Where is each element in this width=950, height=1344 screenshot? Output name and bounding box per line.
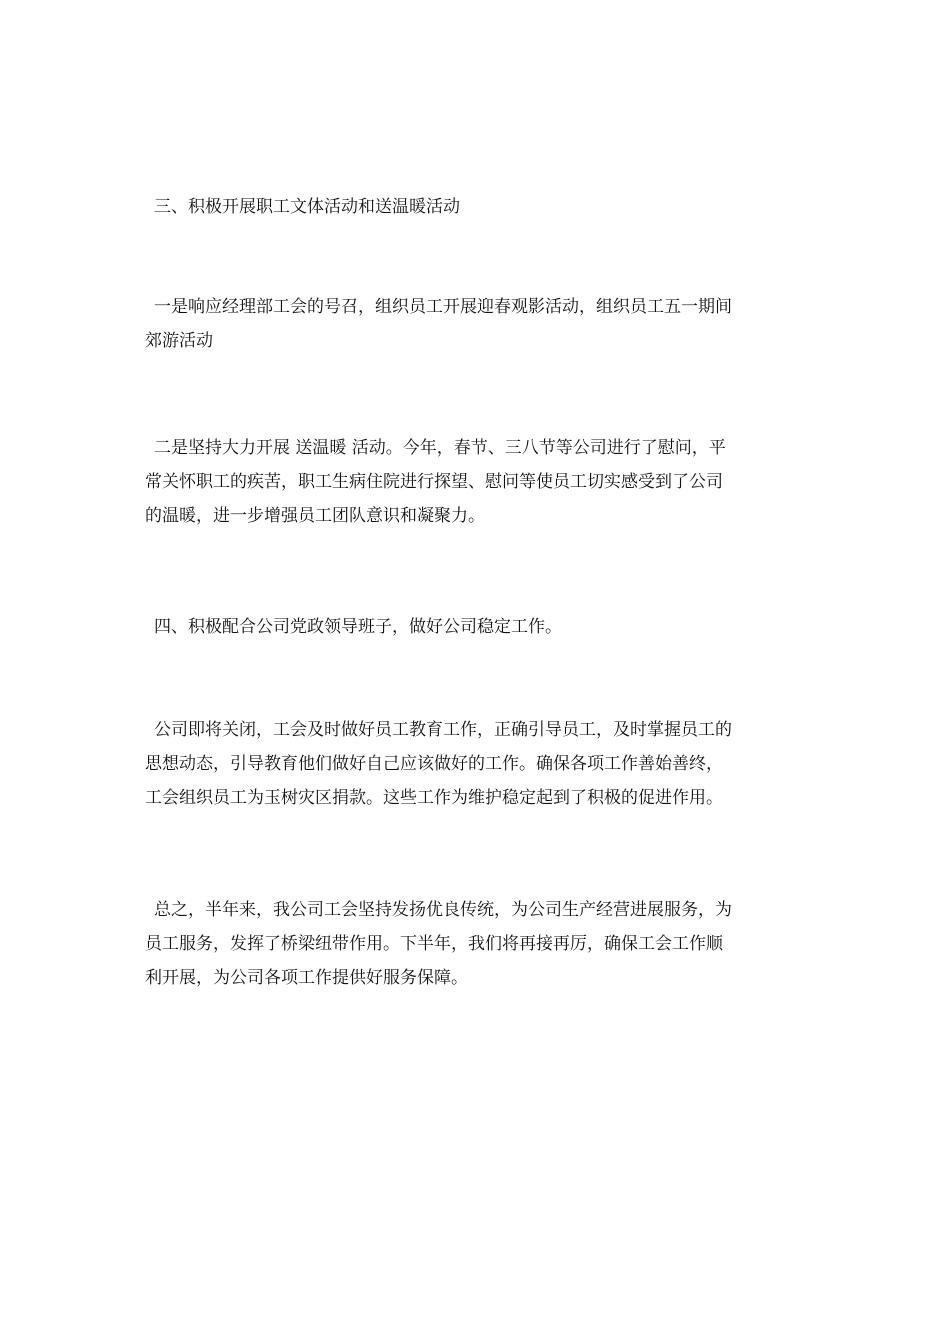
text-line: 郊游活动 — [145, 331, 213, 351]
text-line: 二是坚持大力开展 送温暖 活动。今年，春节、三八节等公司进行了慰问，平 — [154, 438, 726, 458]
text-line: 员工服务，发挥了桥梁纽带作用。下半年，我们将再接再厉，确保工会工作顺 — [145, 934, 723, 954]
text-line: 公司即将关闭，工会及时做好员工教育工作，正确引导员工，及时掌握员工的 — [154, 720, 732, 740]
text-line: 四、积极配合公司党政领导班子，做好公司稳定工作。 — [154, 617, 562, 637]
section-heading-3 — [145, 190, 815, 224]
text-line: 思想动态，引导教育他们做好自己应该做好的工作。确保各项工作善始善终， — [145, 754, 723, 774]
text-line: 总之，半年来，我公司工会坚持发扬优良传统，为公司生产经营进展服务，为 — [154, 900, 732, 920]
paragraph-stability — [145, 713, 815, 815]
section-heading-4 — [145, 610, 815, 644]
text-line: 利开展，为公司各项工作提供好服务保障。 — [145, 968, 468, 988]
text-line: 的温暖，进一步增强员工团队意识和凝聚力。 — [145, 506, 485, 526]
text-line: 工会组织员工为玉树灾区捐款。这些工作为维护稳定起到了积极的促进作用。 — [145, 788, 723, 808]
paragraph-summary — [145, 893, 815, 995]
text-line: 三、积极开展职工文体活动和送温暖活动 — [154, 197, 460, 217]
paragraph-activities — [145, 290, 815, 358]
paragraph-warmth — [145, 431, 815, 533]
text-line: 一是响应经理部工会的号召，组织员工开展迎春观影活动，组织员工五一期间 — [154, 297, 732, 317]
text-line: 常关怀职工的疾苦，职工生病住院进行探望、慰问等使员工切实感受到了公司 — [145, 472, 723, 492]
